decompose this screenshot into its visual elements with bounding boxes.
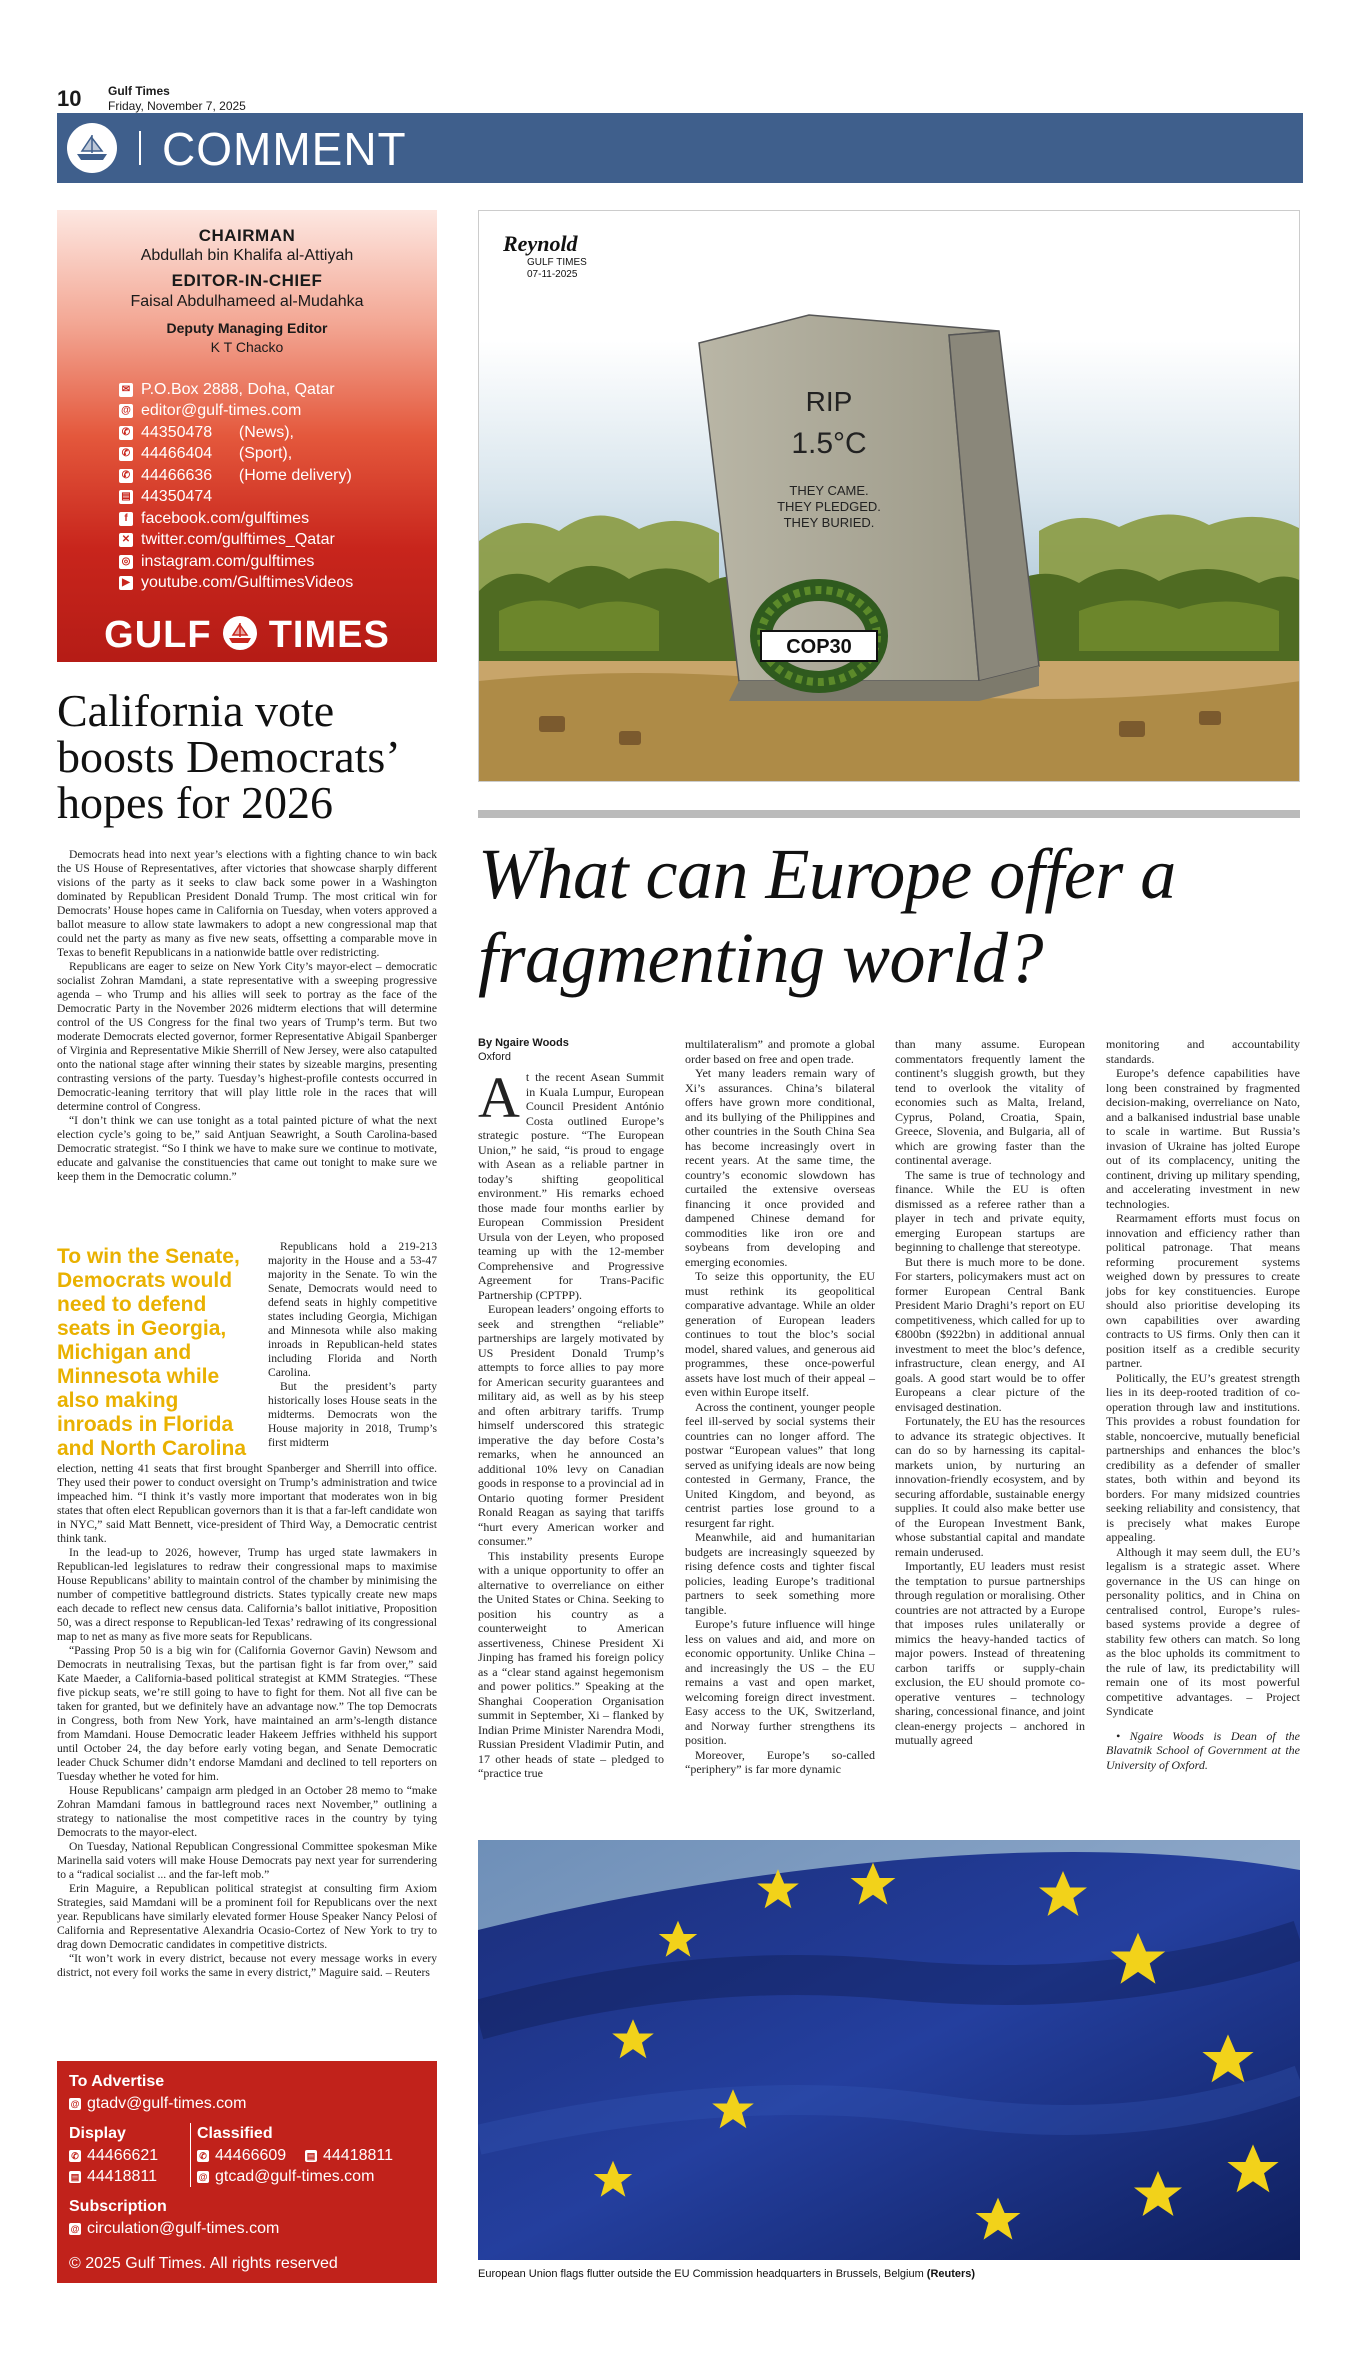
cartoon-line1: THEY CAME.: [789, 483, 869, 498]
ship-icon: [223, 616, 257, 650]
paragraph: Importantly, EU leaders must resist the temptation to pursue partnerships through regulation or moralising. Other countries are not attracted by a Europe that imposes rules unilaterally or mimics the heavy-handed tactics of major powers. Instead of threatening carbon tariffs or supply-chain exclusion, the EU should promote co-operative ventures – technology sharing, concessional finance, and joint clean-energy projects – anchored in mutually agreed: [895, 1559, 1085, 1747]
advertise-title: To Advertise: [69, 2073, 165, 2090]
paragraph: than many assume. European commentators frequently lament the continent’s sluggish growth, but they tend to overlook the vitality of economies such as Malta, Ireland, Cyprus, Poland, Croatia, Spain, Greece, Slovenia, and Bulgaria, all of which are growing faster than the continental average.: [895, 1037, 1085, 1167]
editor-role: EDITOR-IN-CHIEF: [171, 271, 323, 290]
phone-icon: ✆: [119, 469, 133, 483]
paragraph: Republicans hold a 219-213 majority in the House and a 53-47 majority in the Senate. To win the Senate, Democrats would need to defend seats in highly competitive states including Georgia, Michigan and Minnesota while also making inroads in Republican-held states including Florida and North Carolina.: [268, 1240, 437, 1379]
advertise-email[interactable]: @ gtadv@gulf-times.com: [70, 2095, 247, 2112]
classified-phone[interactable]: ✆ 44466609: [197, 2147, 286, 2165]
paragraph: “It won’t work in every district, because not every message works in every district, not every foil works the same in every district,” Maguire said. – Reuters: [57, 1952, 437, 1979]
editor-name: Faisal Abdulhameed al-Mudahka: [130, 293, 364, 310]
contact-news-phone[interactable]: ✆ 44350478 (News),: [119, 424, 294, 442]
paragraph: “Passing Prop 50 is a big win for (California Governor Gavin) Newsom and Democrats in neutralising Texas, but the partisan fight is far from over,” said Kate Maeder, a California-based political strategist at KMM Strategies. “These five pickup seats, we’re still going to have to fight for them. Not all five can be taken for granted, but we definitely have an advantage now.” The top Democrats in Congress, both from New York, have maintained an arm’s-length distance from Mamdani. House Democratic leader Hakeem Jeffries withheld his support until October 24, the day before early voting began, and Senate Democratic leader Chuck Schumer didn’t endorse Mamdani and declined to tell reporters on Tuesday whether he voted for him.: [57, 1644, 437, 1783]
email-icon: @: [198, 2172, 208, 2182]
facebook-icon: f: [119, 512, 133, 526]
paragraph: This instability presents Europe with a unique opportunity to offer an alternative to overreliance on either the United States or China. Seeking to position his country as a counterweight to American assertiveness, Chinese President Xi Jinping has framed his foreign policy as a “clear stand against hegemonism and power politics.” Speaking at the Shanghai Cooperation Organisation summit in September, Xi – flanked by Indian Prime Minister Narendra Modi, Russian President Vladimir Putin, and 17 other heads of state – pledged to “practice true: [478, 1548, 664, 1780]
paragraph: “I don’t think we can use tonight as a total painted picture of what the next election cycle’s going to be,” said Antjuan Seawright, a South Carolina-based Democratic strategist. “So I think we have to make sure we continue to motivate, educate and galvanise the constituencies that came out tonight to make sure we keep them in the Democratic column.”: [57, 1114, 437, 1183]
cartoon-credit: GULF TIMES 07-11-2025: [527, 257, 587, 280]
instagram-icon: ◎: [119, 555, 133, 569]
paragraph: European leaders’ ongoing efforts to seek and strengthen “reliable” partnerships are largely motivated by US President Donald Trump’s attempts to force allies to pay more for American security guarantees and military aid, as well as by his steep and often arbitrary tariffs. Trump himself underscored this strategic imperative the day before Costa’s remarks, when he announced an additional 10% levy on Canadian goods in response to a provincial ad in Ontario quoting former President Ronald Reagan as saying that tariffs “hurt every American worker and consumer.”: [478, 1302, 664, 1548]
contact-email[interactable]: @ editor@gulf-times.com: [119, 402, 301, 420]
eu-flag-photo: [478, 1840, 1300, 2260]
email-icon: @: [70, 2099, 80, 2109]
byline: By Ngaire Woods: [478, 1037, 569, 1049]
section-title: COMMENT: [162, 123, 407, 175]
paragraph: But the president’s party historically loses House seats in the midterms. Democrats won the House majority in 2018, Trump’s first midterm: [268, 1380, 437, 1449]
chairman-role: CHAIRMAN: [198, 226, 296, 245]
california-body-bottom: [57, 1462, 437, 1980]
fax-icon: ▤: [119, 490, 133, 504]
paragraph: Fortunately, the EU has the resources to advance its strategic objectives. It can do so by harnessing its capital-markets union, by nurturing an innovation-friendly ecosystem, and by securing affordable, sustainable energy supplies. It could also make better use of the European Investment Bank, whose substantial capital and mandate remain underused.: [895, 1414, 1085, 1559]
cartoon-cop30-label: COP30: [786, 636, 852, 658]
paragraph: Erin Maguire, a Republican political strategist at consulting firm Axiom Strategies, said Mamdani will be a prominent foil for Republicans over the next year. Republicans have similarly elevated former House Speaker Nancy Pelosi of California and Representative Alexandria Ocasio-Cortez of New York to try to drag down Democratic candidates in competitive districts.: [57, 1882, 437, 1951]
contact-twitter[interactable]: ✕ twitter.com/gulftimes_Qatar: [119, 531, 335, 549]
paragraph: Republicans are eager to seize on New York City’s mayor-elect – democratic socialist Zohran Mamdani, a state representative with a sweeping progressive agenda – who Trump and his allies will seek to portray as the face of the Democratic Party in the November 2026 midterm elections that will determine control of the US Congress for the final two years of Trump’s term. But two moderate Democrats elected governor, former Representative Abigail Spanberger of Virginia and Representative Mikie Sherrill of New Jersey, were also catapulted onto the national stage after winning their states by sizeable margins, presenting contrasting versions of the party. Tuesday’s highest-profile contests occurred in Democratic-leaning territory that will play little role in the races that will determine control of Congress.: [57, 960, 437, 1113]
cartoonist-signature: Rеynold: [503, 231, 578, 256]
europe-column-3: [895, 1037, 1085, 1748]
contact-delivery-phone[interactable]: ✆ 44466636 (Home delivery): [119, 467, 352, 485]
ship-logo-icon: [67, 123, 117, 173]
paragraph: House Republicans’ campaign arm pledged in an October 28 memo to “make Zohran Mamdani famous in battleground races next November,” outlining a strategy to nationalise the most competitive races in the country by tying Democrats to the mayor-elect.: [57, 1784, 437, 1839]
paragraph: The same is true of technology and finance. While the EU is often dismissed as a referee rather than a player in tech and private equity, emerging European startups are beginning to challenge that stereotype.: [895, 1167, 1085, 1254]
contact-youtube[interactable]: ▶ youtube.com/GulftimesVideos: [119, 574, 353, 592]
chairman-name: Abdullah bin Khalifa al-Attiyah: [140, 247, 354, 264]
phone-icon: ✆: [69, 2150, 81, 2162]
california-body-mid: [268, 1240, 437, 1450]
photo-caption: European Union flags flutter outside the EU Commission headquarters in Brussels, Belgium (Reuters): [478, 2268, 976, 2280]
section-divider: [478, 810, 1300, 818]
cartoon-drawing: [479, 211, 1300, 782]
california-pullquote: To win the Senate, Democrats would need to defend seats in Georgia, Michigan and Minnesota while also making inroads in Florida and North Carolina: [57, 1245, 247, 1460]
europe-headline: What can Europe offer a fragmenting world?: [478, 834, 1176, 998]
display-title: Display: [69, 2125, 126, 2142]
cartoon-temp-text: 1.5°C: [791, 427, 867, 460]
email-icon: @: [119, 404, 133, 418]
folio-date: Friday, November 7, 2025: [108, 99, 246, 113]
email-icon: @: [70, 2224, 80, 2234]
advertise-divider: [190, 2123, 191, 2187]
paragraph: Europe’s defence capabilities have long been constrained by fragmented decision-making, overreliance on Nato, and a balkanised industrial base unable to scale in wartime. But Russia’s invasion of Ukraine has jolted Europe out of its complacency, uniting the continent, driving up military spending, and accelerating investment in new technologies.: [1106, 1066, 1300, 1211]
contact-facebook[interactable]: f facebook.com/gulftimes: [119, 510, 309, 528]
editorial-cartoon: [478, 210, 1300, 782]
classified-title: Classified: [197, 2125, 273, 2142]
classified-fax[interactable]: ▤ 44418811: [306, 2147, 393, 2164]
gulf-times-logo: GULF TIMES: [104, 614, 390, 656]
paragraph: Yet many leaders remain wary of Xi’s assurances. China’s bilateral offers have grown more conditional, and its bullying of the Philippines and other countries in the South China Sea has become increasingly overt in recent years. At the same time, the country’s economic slowdown has curtailed the extensive overseas financing it once provided and dampened Chinese demand for commodities like iron ore and soybeans from developing and emerging economies.: [685, 1066, 875, 1269]
subscription-title: Subscription: [69, 2198, 167, 2215]
mailbox-icon: ✉: [119, 383, 133, 397]
folio-paper-name: Gulf Times: [108, 84, 170, 98]
paragraph: Meanwhile, aid and humanitarian budgets are increasingly squeezed by rising defence costs and tighter fiscal policies, leading Europe’s traditional partners to seek something more tangible.: [685, 1530, 875, 1617]
display-fax[interactable]: ▤ 44418811: [70, 2168, 157, 2185]
fax-icon: ▤: [70, 2172, 80, 2182]
paragraph: Rearmament efforts must focus on innovation and efficiency rather than political patronage. That means reforming procurement systems weighed down by pressures to create jobs for key constituencies. Europe should also prioritise developing its own capabilities over awarding contracts to US firms. Only then can it position itself as a credible security partner.: [1106, 1211, 1300, 1370]
subscription-email[interactable]: @ circulation@gulf-times.com: [70, 2220, 280, 2237]
california-headline: California vote boosts Democrats’ hopes for 2026: [57, 685, 398, 828]
cartoon-line2: THEY PLEDGED.: [777, 499, 881, 514]
paragraph: Politically, the EU’s greatest strength lies in its deep-rooted tradition of co-operation through law and institutions. This provides a robust foundation for stable, noncoercive, mutually beneficial partnerships and enhances the bloc’s credibility as a defender of smaller states, both within and beyond its borders. For many midsized countries seeking reliability and consistency, that is precisely what makes Europe appealing.: [1106, 1370, 1300, 1544]
x-icon: ✕: [119, 533, 133, 547]
paragraph: Europe’s future influence will hinge less on values and aid, and more on economic opportunity. Unlike China – and increasingly the US – the EU remains a vast and open market, welcoming foreign direct investment. Easy access to the UK, Switzerland, and Norway further strengthens its position.: [685, 1617, 875, 1747]
europe-column-4: [1106, 1037, 1300, 1772]
banner-separator: [139, 131, 141, 165]
paragraph: Democrats head into next year’s elections with a fighting chance to win back the US House of Representatives, after victories that showcase sharply different visions of the party as it seeks to claw back some power in a Washington dominated by Republican President Donald Trump. The most critical win for Democrats’ House hopes came in California on Tuesday, when voters approved a ballot measure to allow state lawmakers to adopt a new congressional map that could net the party as many as five new seats, offsetting a comparable move in Texas to benefit Republicans in a nationwide battle over redistricting.: [57, 848, 437, 959]
deputy-role: Deputy Managing Editor: [166, 320, 328, 336]
california-body-top: [57, 848, 437, 1184]
paragraph: But there is much more to be done. For starters, policymakers must act on former European Central Bank President Mario Draghi’s report on EU competitiveness, which called for up to €800bn ($922bn) in additional annual investment to meet the bloc’s defence, infrastructure, clean energy, and AI goals. A good start would be to offer Europeans a clear picture of the envisaged destination.: [895, 1254, 1085, 1414]
paragraph: Across the continent, younger people feel ill-served by social systems their countries can no longer afford. The postwar “European values” that long served as unifying ideals are now being contested in Germany, France, the United Kingdom, and beyond, as centrist parties lose ground to a resurgent far right.: [685, 1399, 875, 1530]
youtube-icon: ▶: [119, 576, 133, 590]
advertise-box: [57, 2061, 437, 2283]
phone-icon: ✆: [119, 447, 133, 461]
paragraph: election, netting 41 seats that first brought Spanberger and Sherrill into office. They used their power to conduct oversight on Trump’s administration and twice impeached him. “I think it’s vastly more important that moderates won in big states that often elect Republican governors than it is that a far-left candidate won in NYC,” said Matt Bennett, vice-president of Third Way, a Democratic centrist think tank.: [57, 1462, 437, 1545]
fax-icon: ▤: [306, 2151, 316, 2161]
cartoon-rip-text: RIP: [805, 386, 853, 417]
contact-address: ✉ P.O.Box 2888, Doha, Qatar: [119, 381, 335, 399]
cartoon-line3: THEY BURIED.: [783, 515, 875, 530]
contact-instagram[interactable]: ◎ instagram.com/gulftimes: [119, 553, 314, 571]
paragraph: Although it may seem dull, the EU’s legalism is a strategic asset. Where governance in the US can hinge on personality politics, and in China on centralised control, Europe’s rules-based systems provide a degree of stability few others can match. So long as the bloc upholds its commitment to the rule of law, its predictability will remain one of its most powerful competitive advantages. – Project Syndicate: [1106, 1544, 1300, 1718]
contact-fax[interactable]: ▤ 44350474: [119, 488, 212, 506]
phone-icon: ✆: [197, 2150, 209, 2162]
paragraph: In the lead-up to 2026, however, Trump has urged state lawmakers in Republican-led legislatures to redraw their congressional maps to maximise House Republicans’ ability to maintain control of the chamber by minimising the number of competitive battleground districts. States typically create new maps each decade to reflect new census data. California’s ballot initiative, Proposition 50, was a direct response to Republican-led Texas’ redrawing of its congressional map to net as many as five more seats for Republicans.: [57, 1546, 437, 1643]
deputy-name: K T Chacko: [210, 339, 284, 355]
dateline: Oxford: [478, 1051, 512, 1063]
author-bio: • Ngaire Woods is Dean of the Blavatnik School of Government at the University of Oxford.: [1106, 1728, 1300, 1772]
paragraph: monitoring and accountability standards.: [1106, 1037, 1300, 1066]
dropcap: A: [478, 1065, 520, 1130]
paragraph: At the recent Asean Summit in Kuala Lumpur, European Council President António Costa outlined Europe’s strategic posture. “The European Union,” he said, “is proud to engage with Asean as a reliable partner in today’s shifting geopolitical environment.” His remarks echoed those made four months earlier by European Commission President Ursula von der Leyen, who proposed teaming up with the 12-member Comprehensive and Progressive Agreement for Trans-Pacific Partnership (CPTPP).: [478, 1065, 664, 1302]
display-phone[interactable]: ✆ 44466621: [69, 2147, 158, 2165]
masthead-box: [57, 210, 437, 662]
copyright: © 2025 Gulf Times. All rights reserved: [69, 2255, 338, 2272]
europe-column-2: [685, 1037, 875, 1777]
section-banner: [57, 113, 1303, 183]
paragraph: To seize this opportunity, the EU must rethink its geopolitical comparative advantage. While an older generation of European leaders continues to tout the bloc’s social model, shared values, and generous aid programmes, these once-powerful assets have lost much of their appeal – even within Europe itself.: [685, 1269, 875, 1399]
phone-icon: ✆: [119, 426, 133, 440]
page-number: 10: [57, 86, 82, 111]
paragraph: Moreover, Europe’s so-called “periphery” is far more dynamic: [685, 1747, 875, 1776]
paragraph: multilateralism” and promote a global order based on free and open trade.: [685, 1037, 875, 1066]
classified-email[interactable]: @ gtcad@gulf-times.com: [198, 2168, 375, 2185]
europe-column-1: [478, 1065, 664, 1781]
contact-sport-phone[interactable]: ✆ 44466404 (Sport),: [119, 445, 292, 463]
paragraph: On Tuesday, National Republican Congressional Committee spokesman Mike Marinella said voters will make House Democrats pay next year for surrendering to a “radical socialist ... and the far-left mob.”: [57, 1840, 437, 1881]
